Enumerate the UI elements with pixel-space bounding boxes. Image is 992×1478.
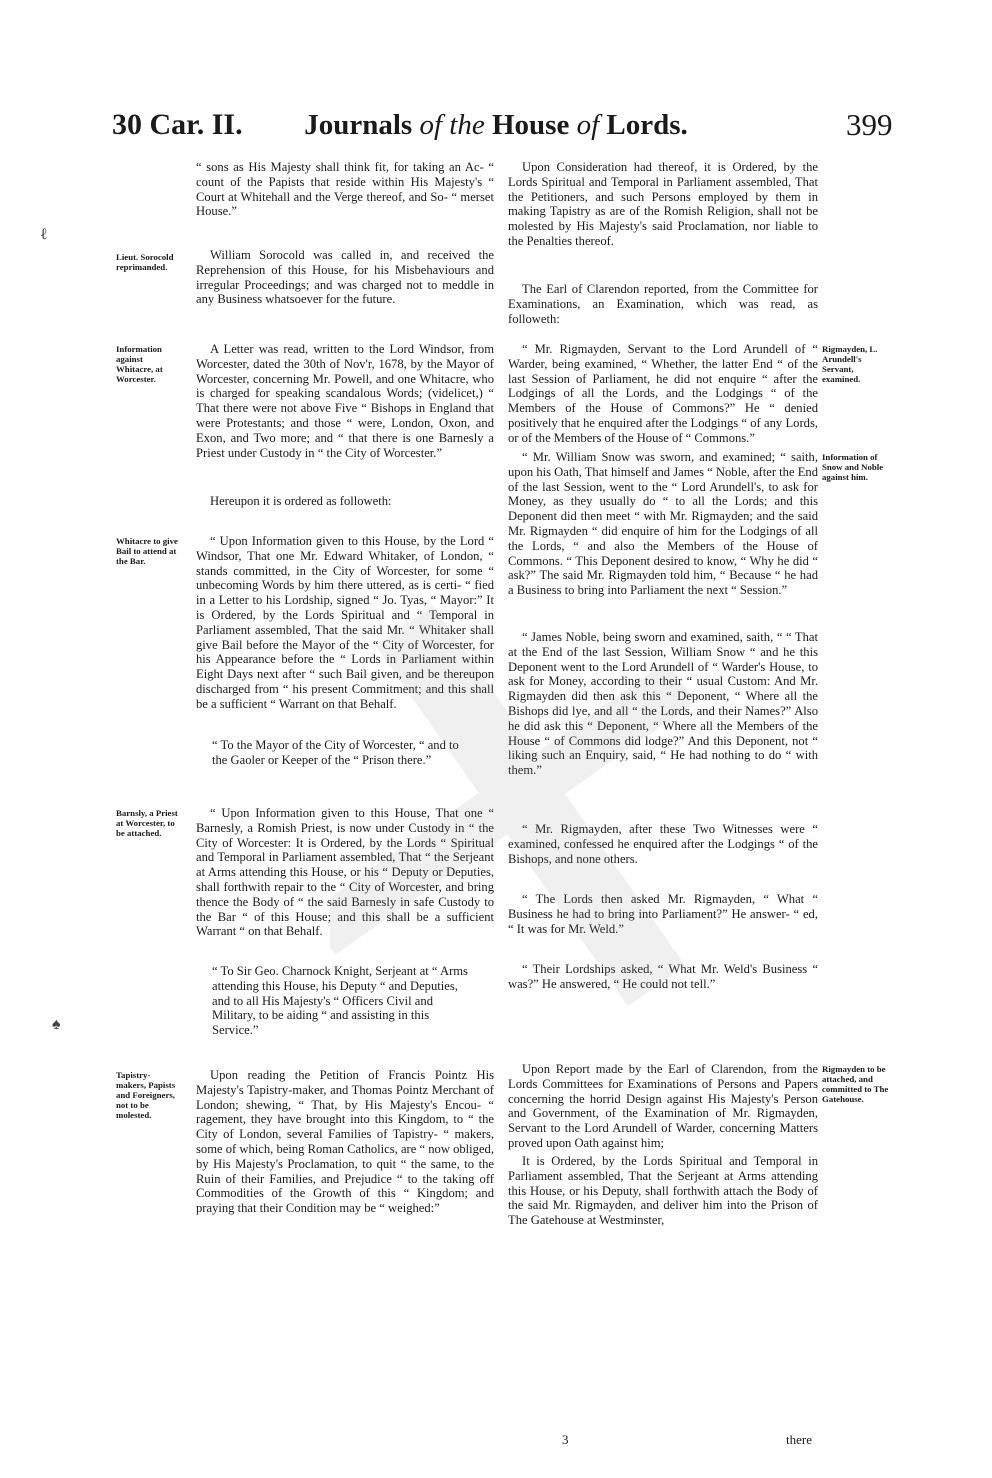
margin-note: Tapistry-makers, Papists and Foreigners, not to be molested. [116,1070,176,1120]
right-paragraph: The Earl of Clarendon reported, from the Committee for Examinations, an Examination, which was read, as followeth: [508,282,818,326]
margin-note: Information against Whitacre, at Worcester. [116,344,163,384]
right-paragraph: “ Mr. Rigmayden, Servant to the Lord Arundell of “ Warder, being examined, “ Whether, the latter End “ of the last Session of Parliament, he did not enquire “ after the Lodgings of all the Lords, and the Lodgings “ of the Members of the House of Commons?” He “ denied positively that he enquired after the Lodgings “ of any Lords, or of the Members of the House of “ Commons.” [508,342,818,445]
right-paragraph: “ Mr. Rigmayden, after these Two Witnesses were “ examined, confessed he enquired after the Lodgings “ of the Bishops, and none others. [508,822,818,866]
left-address: “ To the Mayor of the City of Worcester, “ and to the Gaoler or Keeper of the “ Prison there.” [212,738,459,767]
right-paragraph: “ The Lords then asked Mr. Rigmayden, “ What “ Business he had to bring into Parliament?” He answer- “ ed, “ It was for Mr. Weld.” [508,892,818,936]
header-title-part: of the [419,109,485,141]
margin-note: Rigmayden, L. Arundell's Servant, examined. [822,344,878,384]
margin-note: Information of Snow and Noble against him. [822,452,884,482]
header-title-part: House [491,109,570,141]
left-paragraph: “ Upon Information given to this House, That one “ Barnesly, a Romish Priest, is now under Custody in “ the City of Worcester: It is Ordered, by the Lords “ Spiritual and Temporal in Parliament assembled, That “ the Serjeant at Arms attending this House, or his “ Deputy or Deputies, shall forthwith repair to the “ City of Worcester, and bring thence the Body of “ the said Barnesly in safe Custody to the Bar “ of this House; and this shall be a sufficient Warrant “ on that Behalf. [196,806,494,939]
left-paragraph: Hereupon it is ordered as followeth: [210,494,392,508]
left-paragraph: A Letter was read, written to the Lord Windsor, from Worcester, dated the 30th of Nov'r, 1678, by the Mayor of Worcester, concerning Mr. Powell, and one Whitacre, who is charged for speaking scandalous Words; (videlicet,) “ That there were not above Five “ Bishops in England that were Protestants; and those “ were, London, Oxon, and Exon, and Two more; and “ that there is one Barnesly a Priest under Custody in “ the City of Worcester.” [196,342,494,460]
left-paragraph: William Sorocold was called in, and received the Reprehension of this House, for his Misbehaviours and irregular Proceedings; and was charged not to meddle in any Business whatsoever for the future. [196,248,494,307]
right-paragraph: Upon Report made by the Earl of Clarendon, from the Lords Committees for Examinations of Persons and Papers concerning the horrid Design against His Majesty's Person and Government, of the Examination of Mr. Rigmayden, Servant to the Lord Arundell of Warder, concerning Matters proved upon Oath against him; [508,1062,818,1150]
margin-mark: ℓ [40,226,48,243]
margin-mark: ♠ [52,1016,61,1033]
header-title-part: of [576,109,600,141]
margin-note: Whitacre to give Bail to attend at the Bar. [116,536,178,566]
catchword: there [786,1432,812,1447]
left-paragraph: “ Upon Information given to this House, by the Lord “ Windsor, That one Mr. Edward Whitaker, of London, “ stands committed, in the City of Worcester, for some “ unbecoming Words by him there uttered, as is certi- “ fied in a Letter to his Lordship, signed “ Jo. Tyas, “ Mayor:” It is Ordered, by the Lords Spiritual and “ Temporal in Parliament assembled, That the said Mr. “ Whitaker shall give Bail before the Mayor of the “ City of Worcester, for his Appearance before the “ Lords in Parliament within Eight Days next after “ such Bail given, and be thereupon discharged from “ his present Commitment; and this shall be a sufficient “ Warrant on that Behalf. [196,534,494,711]
header-regnal-year: 30 Car. II. [112,108,243,141]
margin-note: Rigmayden to be attached, and committed to The Gatehouse. [822,1064,889,1104]
left-paragraph: “ sons as His Majesty shall think fit, for taking an Ac- “ count of the Papists that reside within His Majesty's “ Court at Whitehall and the Verge thereof, and So- “ merset House.” [196,160,494,219]
right-paragraph: “ James Noble, being sworn and examined, saith, “ “ That at the End of the last Session, William Snow “ and he this Deponent went to the Lord Arundell of “ Warder's House, to ask for Money, according to their “ usual Custom: And Mr. Rigmayden did then ask this “ Deponent, “ Where all the Bishops did lye, and all “ the Lords, and their Names?” Also he did ask this “ Deponent, “ Where all the Members of the House “ of Commons did lodge?” And this Deponent, not “ liking such an Enquiry, said, “ He had nothing to do “ with them.” [508,630,818,778]
right-paragraph: It is Ordered, by the Lords Spiritual and Temporal in Parliament assembled, That the Serjeant at Arms attending this House, or his Deputy, shall forthwith attach the Body of the said Mr. Rigmayden, and deliver him into the Prison of The Gatehouse at Westminster, [508,1154,818,1228]
header-title-part: Lords. [606,109,688,141]
right-paragraph: “ Mr. William Snow was sworn, and examined; “ saith, upon his Oath, That himself and James “ Noble, after the End of the last Session, went to the “ Lord Arundell's, to ask for Money, as they usually do “ to all the Lords; and this Deponent did then meet “ with Mr. Rigmayden; and the said Mr. Rigmayden “ did enquire of him for the Lodgings of all the Lords, “ and also the Members of the House of Commons. “ This Deponent desired to know, “ Why he did “ ask?” The said Mr. Rigmayden told him, “ Because “ he had a Business to bring into Parliament the next “ Session.” [508,450,818,598]
header-title-part: Journals [304,109,413,141]
right-paragraph: Upon Consideration had thereof, it is Ordered, by the Lords Spiritual and Temporal in Parliament assembled, That the Petitioners, and such Persons employed by them in making Tapistry as are of the Romish Religion, shall not be molested by His Majesty's said Proclamation, nor liable to the Penalties thereof. [508,160,818,248]
left-paragraph: Upon reading the Petition of Francis Pointz His Majesty's Tapistry-maker, and Thomas Pointz Merchant of London; shewing, “ That, by His Majesty's Encou- “ ragement, they have brought into this Kingdom, to “ the City of London, several Families of Tapistry- “ makers, some of which, being Roman Catholics, are “ now obliged, by His Majesty's Proclamation, to quit “ the same, to the Ruin of their Families, and Prejudice “ to the taking off Commodities of the Growth of this “ Kingdom; and praying that their Condition may be “ weighed:” [196,1068,494,1216]
margin-note: Lieut. Sorocold reprimanded. [116,252,174,272]
left-address: “ To Sir Geo. Charnock Knight, Serjeant at “ Arms attending this House, his Deputy “ and Deputies, and to all His Majesty's “ Officers Civil and Military, to be aiding “ and assisting in this Service.” [212,964,468,1038]
margin-note: Barnsly, a Priest at Worcester, to be attached. [116,808,178,838]
right-paragraph: “ Their Lordships asked, “ What Mr. Weld's Business “ was?” He answered, “ He could not tell.” [508,962,818,991]
header-title [0,108,992,142]
page-number: 399 [846,107,893,142]
signature-mark: 3 [562,1432,569,1447]
